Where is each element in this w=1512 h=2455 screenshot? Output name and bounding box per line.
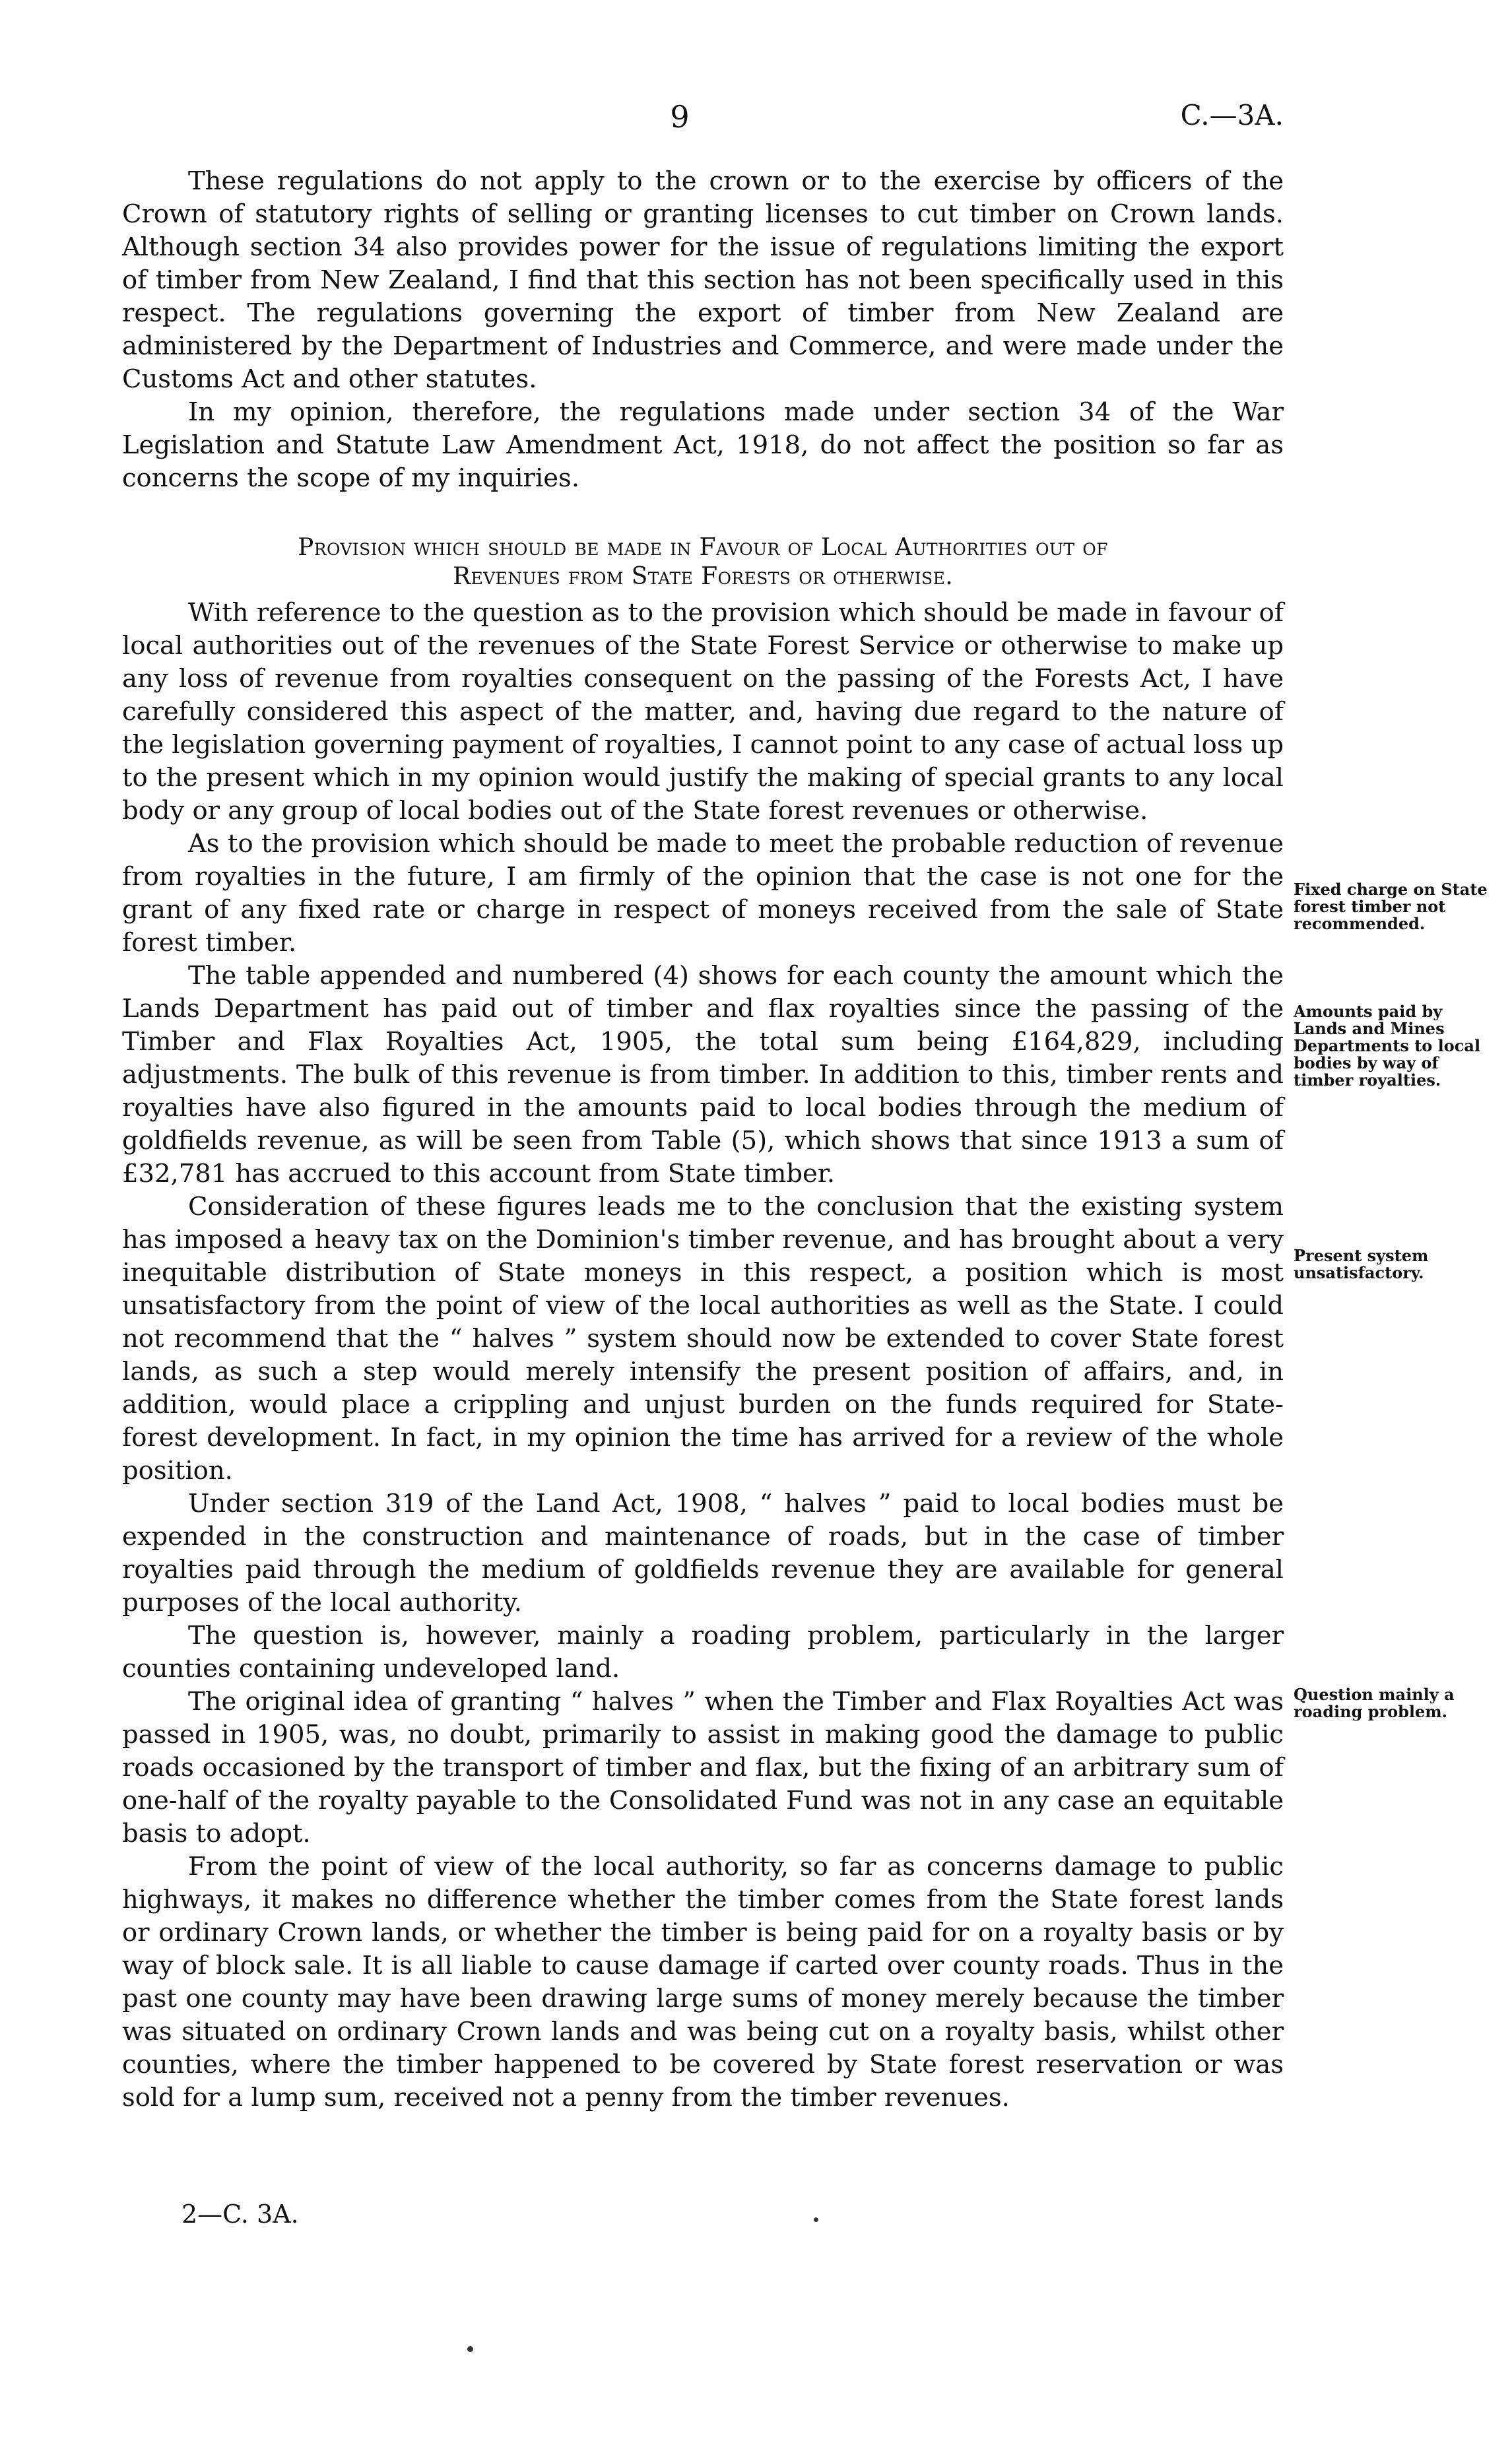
paragraph: In my opinion, therefore, the regulations made under section 34 of the War Legislation and Statute Law Amendment Act, 1918, do not affect the position so far as concerns the scope of my inquiries.: [122, 397, 1284, 493]
page-number: 9: [670, 99, 690, 135]
paragraph: The question is, however, mainly a roading problem, particularly in the larger counties containing undeveloped land.: [122, 1621, 1284, 1684]
paragraph: As to the provision which should be made to meet the probable reduction of revenue from royalties in the future, I am firmly of the opinion that the case is not one for the grant of any fixed rate or charge in respect of moneys received from the sale of State forest timber.: [122, 829, 1284, 958]
section-heading-line-2: Revenues from State Forests or otherwise.: [452, 563, 954, 590]
stray-dot: [467, 2346, 473, 2352]
margin-note-fixed-charge: Fixed charge on State forest timber not recommended.: [1294, 880, 1488, 933]
section-heading-line-1: Provision which should be made in Favour of Local Authorities out of: [298, 534, 1108, 561]
document-code: C.—3A.: [1180, 99, 1284, 131]
paragraph: The table appended and numbered (4) shows for each county the amount which the Lands Department has paid out of timber and flax royalties since the passing of the Timber and Flax Royalties Act, 1905, the total sum being £164,829, including adjustments. The bulk of this revenue is from timber. In addition to this, timber rents and royalties have also figured in the amounts paid to local bodies through the medium of goldfields revenue, as will be seen from Table (5), which shows that since 1913 a sum of £32,781 has accrued to this account from State timber.: [122, 961, 1284, 1189]
signature-mark: 2—C. 3A.: [181, 2200, 299, 2229]
body-text: [122, 165, 1284, 2114]
paragraph: From the point of view of the local authority, so far as concerns damage to public highways, it makes no difference whether the timber comes from the State forest lands or ordinary Crown lands, or whether the timber is being paid for on a royalty basis or by way of block sale. It is all liable to cause damage if carted over county roads. Thus in the past one county may have been drawing large sums of money merely because the timber was situated on ordinary Crown lands and was being cut on a royalty basis, whilst other counties, where the timber happened to be covered by State forest reservation or was sold for a lump sum, received not a penny from the timber revenues.: [122, 1852, 1284, 2112]
margin-note-roading-problem: Question mainly a roading problem.: [1294, 1685, 1455, 1721]
paragraph: The original idea of granting “ halves ” when the Timber and Flax Royalties Act was passed in 1905, was, no doubt, primarily to assist in making good the damage to public roads occasioned by the transport of timber and flax, but the fixing of an arbitrary sum of one-half of the royalty payable to the Consolidated Fund was not in any case an equitable basis to adopt.: [122, 1687, 1284, 1849]
paragraph: With reference to the question as to the provision which should be made in favour of local authorities out of the revenues of the State Forest Service or otherwise to make up any loss of revenue from royalties consequent on the passing of the Forests Act, I have carefully considered this aspect of the matter, and, having due regard to the nature of the legislation governing payment of royalties, I cannot point to any case of actual loss up to the present which in my opinion would justify the making of special grants to any local body or any group of local bodies out of the State forest revenues or otherwise.: [122, 598, 1284, 826]
section-heading: [122, 533, 1284, 591]
margin-note-amounts-paid: Amounts paid by Lands and Mines Departments to local bodies by way of timber royalties.: [1294, 1002, 1481, 1090]
stray-dot: [814, 2217, 818, 2222]
paragraph: Consideration of these figures leads me to the conclusion that the existing system has imposed a heavy tax on the Dominion's timber revenue, and has brought about a very inequitable distribution of State moneys in this respect, a position which is most unsatisfactory from the point of view of the local authorities as well as the State. I could not recommend that the “ halves ” system should now be extended to cover State forest lands, as such a step would merely intensify the present position of affairs, and, in addition, would place a crippling and unjust burden on the funds required for State-forest development. In fact, in my opinion the time has arrived for a review of the whole position.: [122, 1192, 1284, 1486]
margin-note-present-system: Present system unsatisfactory.: [1294, 1246, 1429, 1282]
paragraph: These regulations do not apply to the crown or to the exercise by officers of the Crown of statutory rights of selling or granting licenses to cut timber on Crown lands. Although section 34 also provides power for the issue of regulations limiting the export of timber from New Zealand, I find that this section has not been specifically used in this respect. The regulations governing the export of timber from New Zealand are administered by the Department of Industries and Commerce, and were made under the Customs Act and other statutes.: [122, 166, 1284, 394]
paragraph: Under section 319 of the Land Act, 1908, “ halves ” paid to local bodies must be expended in the construction and maintenance of roads, but in the case of timber royalties paid through the medium of goldfields revenue they are available for general purposes of the local authority.: [122, 1489, 1284, 1618]
